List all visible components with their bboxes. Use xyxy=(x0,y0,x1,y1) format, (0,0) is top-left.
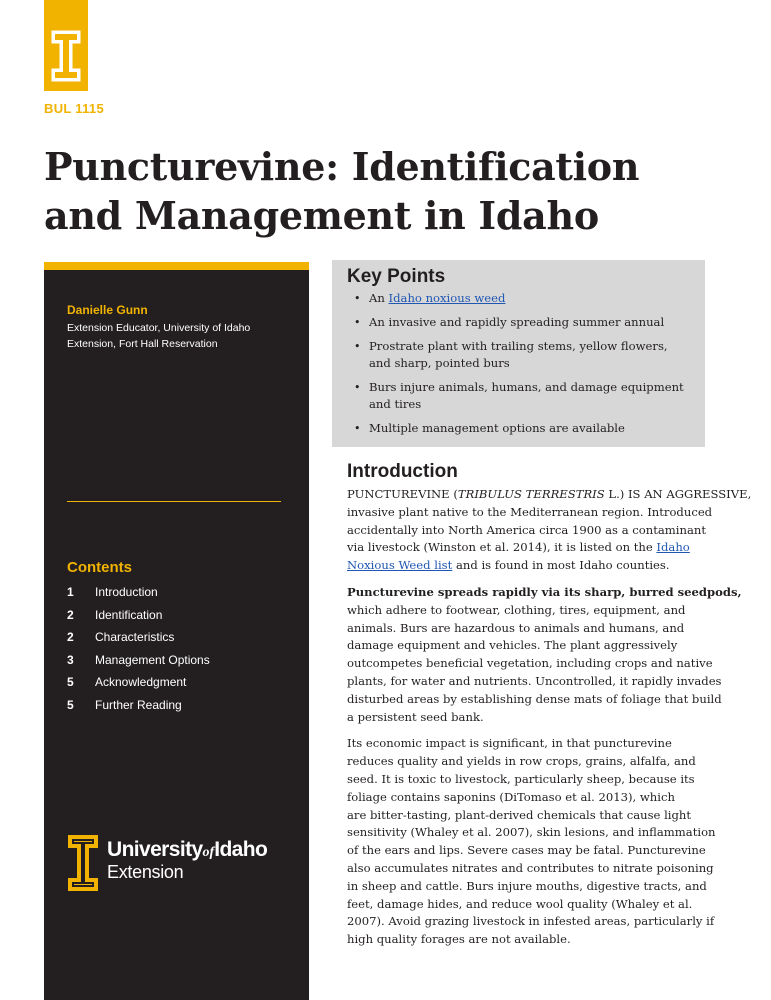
key-points-box xyxy=(332,260,705,447)
idaho-noxious-weed-list-link[interactable]: Noxious Weed list xyxy=(347,558,453,573)
title-line-1: Puncturevine: Identification xyxy=(44,144,640,189)
toc-label: Management Options xyxy=(95,652,210,667)
sidebar xyxy=(44,262,309,1000)
key-point-1-prefix: An xyxy=(369,291,389,305)
text-line: a persistent seed bank. xyxy=(347,709,484,724)
key-point-item xyxy=(354,379,689,413)
logo-extension: Extension xyxy=(107,862,184,882)
toc-item-identification[interactable] xyxy=(67,604,210,627)
text-line: reduces quality and yields in row crops, grains, alfalfa, and xyxy=(347,754,696,769)
logo-of: of xyxy=(202,845,215,860)
idaho-noxious-weed-link[interactable]: Idaho noxious weed xyxy=(388,291,506,305)
text-line: outcompetes beneficial vegetation, including crops and native xyxy=(347,656,713,671)
logo-idaho: Idaho xyxy=(214,838,268,861)
toc-item-further-reading[interactable] xyxy=(67,694,210,717)
key-point-item: • Multiple management options are available xyxy=(354,420,689,437)
toc-page-number: 2 xyxy=(67,607,74,622)
toc-page-number: 2 xyxy=(67,630,74,645)
species-name: TRIBULUS TERRESTRIS xyxy=(457,487,605,501)
block-i-logo-icon xyxy=(51,30,81,82)
key-point-3-line-1: • Prostrate plant with trailing stems, yellow flowers, xyxy=(369,339,668,353)
page-title xyxy=(44,142,684,240)
text-line: 2007). Avoid grazing livestock in infested areas, particularly if xyxy=(347,914,715,929)
key-points-heading: Key Points xyxy=(347,266,446,287)
toc-item-characteristics[interactable] xyxy=(67,626,210,649)
toc-page-number: 1 xyxy=(67,585,74,600)
block-i-logo-icon xyxy=(67,834,99,892)
text-line: feet, damage hides, and reduce wool quality (Whaley et al. xyxy=(347,896,693,911)
text-line: invasive plant native to the Mediterranean region. Introduced xyxy=(347,504,713,519)
text-line: which adhere to footwear, clothing, tires, equipment, and xyxy=(347,602,686,617)
text-line: foliage contains saponins (DiTomaso et al. 2013), which xyxy=(347,789,675,804)
university-logo-tab xyxy=(44,0,88,91)
toc-page-number: 5 xyxy=(67,675,74,690)
author-name: Danielle Gunn xyxy=(67,303,148,317)
text-line: sensitivity (Whaley et al. 2007), skin lesions, and inflammation xyxy=(347,825,716,840)
text-line: accidentally into North America circa 1900 as a contaminant xyxy=(347,522,707,537)
university-of-idaho-extension-logo xyxy=(67,834,297,894)
idaho-noxious-weed-list-link[interactable]: Idaho xyxy=(656,540,690,555)
toc-item-management-options[interactable] xyxy=(67,649,210,672)
toc-page-number: 5 xyxy=(67,697,74,712)
text-line: also accumulates nitrates and contributes to nitrate poisoning xyxy=(347,860,714,875)
text-line: seed. It is toxic to livestock, particularly sheep, because its xyxy=(347,771,695,786)
key-point-4-line-2: and tires xyxy=(369,397,422,411)
text-line: plants, for water and nutrients. Uncontrolled, it rapidly invades xyxy=(347,673,722,688)
key-point-item xyxy=(354,290,689,307)
toc-label: Characteristics xyxy=(95,630,175,645)
text-line: high quality forages are not available. xyxy=(347,932,571,947)
text-line xyxy=(347,539,707,557)
author-role xyxy=(67,321,297,352)
toc-label: Acknowledgment xyxy=(95,675,187,690)
key-point-item: • An invasive and rapidly spreading summer annual xyxy=(354,314,689,331)
introduction-heading: Introduction xyxy=(347,461,458,482)
text-line: in sheep and cattle. Burs injure mouths, digestive tracts, and xyxy=(347,878,707,893)
text-fragment: via livestock (Winston et al. 2014), it is listed on the xyxy=(347,540,657,555)
sidebar-divider xyxy=(67,501,281,502)
text-line xyxy=(347,557,707,575)
text-fragment: and is found in most Idaho counties. xyxy=(452,558,670,573)
key-point-item xyxy=(354,338,689,372)
toc-label: Further Reading xyxy=(95,697,182,712)
key-point-4-line-1: • Burs injure animals, humans, and damage equipment xyxy=(369,380,684,394)
intro-paragraph-1 xyxy=(347,486,752,575)
toc-label: Introduction xyxy=(95,585,158,600)
text-line: are bitter-tasting, plant-derived chemicals that cause light xyxy=(347,807,692,822)
intro-paragraph-3 xyxy=(347,735,716,949)
text-line: of the ears and lips. Severe cases may be fatal. Puncturevine xyxy=(347,843,706,858)
toc-item-acknowledgment[interactable] xyxy=(67,671,210,694)
logo-wordmark xyxy=(107,839,267,864)
contents-heading: Contents xyxy=(67,559,132,576)
text-line: disturbed areas by establishing dense mats of foliage that build xyxy=(347,691,722,706)
introduction-body xyxy=(347,486,752,958)
text-line: Its economic impact is significant, in that puncturevine xyxy=(347,736,672,751)
text-line: animals. Burs are hazardous to animals and humans, and xyxy=(347,620,685,635)
intro-paragraph-2 xyxy=(347,584,742,726)
text-fragment: L.) IS AN AGGRESSIVE, xyxy=(604,487,752,501)
text-line: Puncturevine spreads rapidly via its sharp, burred seedpods, xyxy=(347,584,742,599)
key-point-3-line-2: and sharp, pointed burs xyxy=(369,356,510,370)
toc-item-introduction[interactable] xyxy=(67,581,210,604)
author-role-line-1: Extension Educator, University of Idaho xyxy=(67,322,251,334)
toc-page-number: 3 xyxy=(67,652,74,667)
bulletin-number: BUL 1115 xyxy=(44,101,104,116)
title-line-2: and Management in Idaho xyxy=(44,193,599,238)
toc-label: Identification xyxy=(95,607,163,622)
logo-university: University xyxy=(107,838,203,861)
text-fragment: PUNCTUREVINE ( xyxy=(347,487,458,501)
author-role-line-2: Extension, Fort Hall Reservation xyxy=(67,337,218,350)
text-line: damage equipment and vehicles. The plant aggressively xyxy=(347,638,678,653)
text-line xyxy=(347,486,752,504)
table-of-contents xyxy=(67,581,210,716)
key-points-list xyxy=(354,290,689,444)
